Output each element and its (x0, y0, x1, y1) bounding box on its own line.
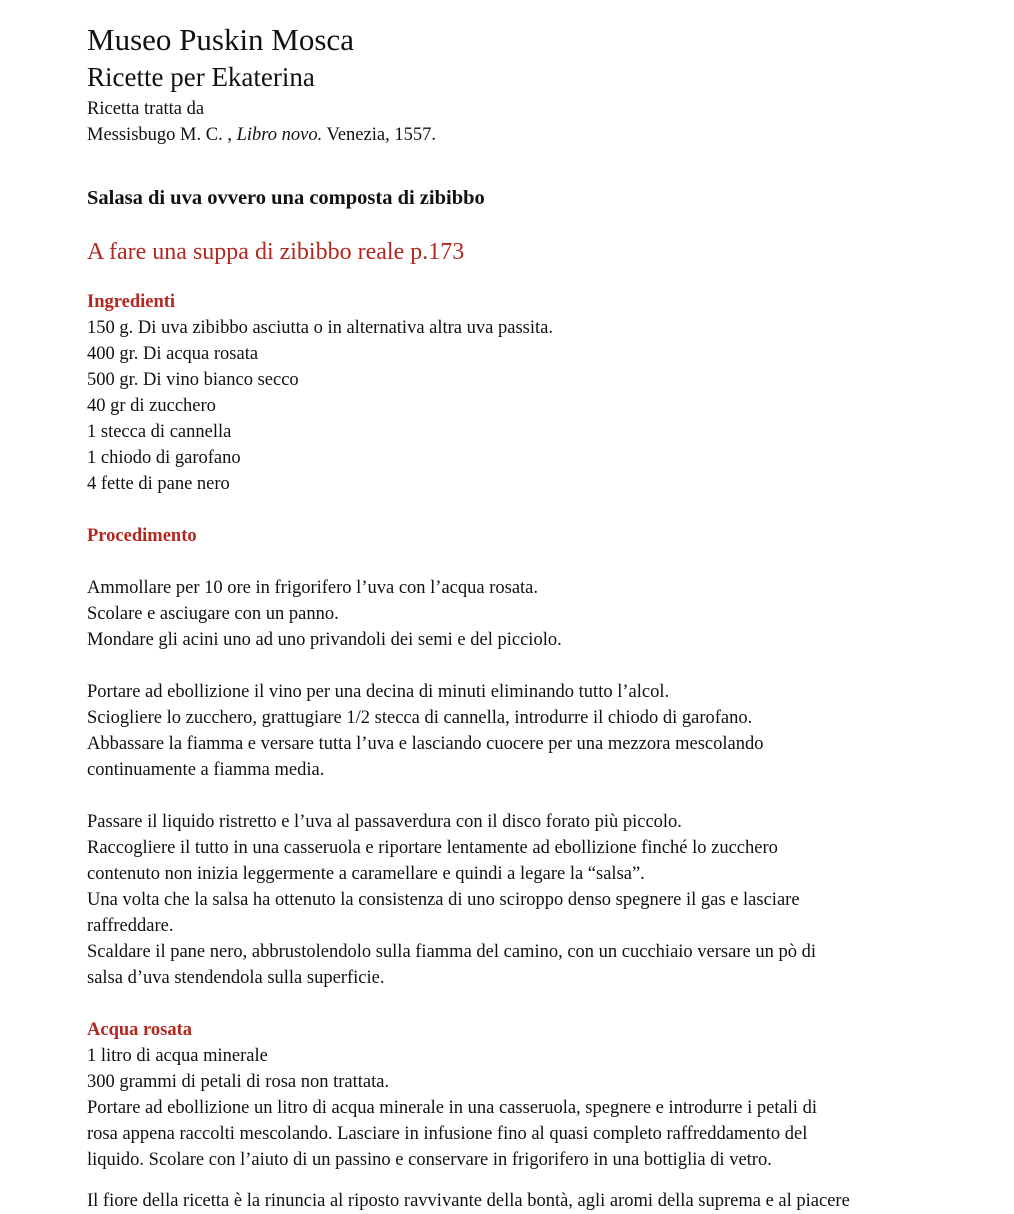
procedure-line: salsa d’uva stendendola sulla superficie. (87, 968, 385, 988)
procedure-line: Scolare e asciugare con un panno. (87, 604, 339, 624)
ingredient-item: 1 chiodo di garofano (87, 448, 241, 468)
procedure-line: Mondare gli acini uno ad uno privandoli dei semi e del picciolo. (87, 630, 562, 650)
procedure-line: Ammollare per 10 ore in frigorifero l’uva con l’acqua rosata. (87, 578, 539, 598)
original-recipe-title: A fare una suppa di zibibbo reale p.173 (87, 239, 465, 265)
procedure-line: Raccogliere il tutto in una casseruola e riportare lentamente ad ebollizione finché lo zucchero (87, 838, 778, 858)
procedure-paragraph (87, 809, 967, 991)
ingredient-item: 150 g. Di uva zibibbo asciutta o in alternativa altra uva passita. (87, 318, 553, 338)
source-label: Ricetta tratta da (87, 99, 205, 119)
document-title: Museo Puskin Mosca (87, 22, 354, 57)
acqua-rosata-line: 300 grammi di petali di rosa non trattata. (87, 1072, 390, 1092)
ingredients-heading: Ingredienti (87, 292, 176, 312)
procedure-line: Sciogliere lo zucchero, grattugiare 1/2 stecca di cannella, introdurre il chiodo di garofano. (87, 708, 753, 728)
document-page (87, 20, 967, 1173)
ingredient-item: 4 fette di pane nero (87, 474, 230, 494)
procedure-line: Abbassare la fiamma e versare tutta l’uva e lasciando cuocere per una mezzora mescolando (87, 734, 764, 754)
procedure-line: Passare il liquido ristretto e l’uva al passaverdura con il disco forato più piccolo. (87, 812, 682, 832)
procedure-paragraph (87, 575, 967, 653)
source-place: Venezia, 1557. (322, 125, 436, 145)
cut-off-text-line: Il fiore della ricetta è la rinuncia al riposto ravvivante della bontà, agli aromi della suprema e al piacere (87, 1191, 850, 1211)
procedure-section (87, 523, 967, 991)
acqua-rosata-heading: Acqua rosata (87, 1020, 193, 1040)
recipe-title: Salasa di uva ovvero una composta di zibibbo (87, 187, 485, 209)
ingredient-item: 500 gr. Di vino bianco secco (87, 370, 299, 390)
procedure-paragraph (87, 679, 967, 783)
source-author: Messisbugo M. C. , (87, 125, 237, 145)
procedure-line: raffreddare. (87, 916, 174, 936)
procedure-line: Una volta che la salsa ha ottenuto la consistenza di uno sciroppo denso spegnere il gas e lasciare (87, 890, 800, 910)
procedure-line: Scaldare il pane nero, abbrustolendolo sulla fiamma del camino, con un cucchiaio versare un pò di (87, 942, 816, 962)
acqua-rosata-section (87, 1017, 967, 1173)
ingredients-list (87, 315, 967, 497)
acqua-rosata-line: 1 litro di acqua minerale (87, 1046, 268, 1066)
ingredient-item: 1 stecca di cannella (87, 422, 232, 442)
ingredient-item: 400 gr. Di acqua rosata (87, 344, 259, 364)
source-book: Libro novo. (236, 125, 323, 145)
ingredients-section (87, 289, 967, 497)
acqua-rosata-line: rosa appena raccolti mescolando. Lasciare in infusione fino al quasi completo raffreddamento del (87, 1124, 808, 1144)
procedure-line: continuamente a fiamma media. (87, 760, 325, 780)
document-subtitle: Ricette per Ekaterina (87, 62, 315, 92)
ingredient-item: 40 gr di zucchero (87, 396, 216, 416)
acqua-rosata-line: liquido. Scolare con l’aiuto di un passino e conservare in frigorifero in una bottiglia di vetro. (87, 1150, 772, 1170)
procedure-heading: Procedimento (87, 526, 197, 546)
procedure-line: contenuto non inizia leggermente a caramellare e quindi a legare la “salsa”. (87, 864, 645, 884)
procedure-line: Portare ad ebollizione il vino per una decina di minuti eliminando tutto l’alcol. (87, 682, 670, 702)
acqua-rosata-line: Portare ad ebollizione un litro di acqua minerale in una casseruola, spegnere e introdurre i petali di (87, 1098, 817, 1118)
source-citation (87, 122, 967, 148)
